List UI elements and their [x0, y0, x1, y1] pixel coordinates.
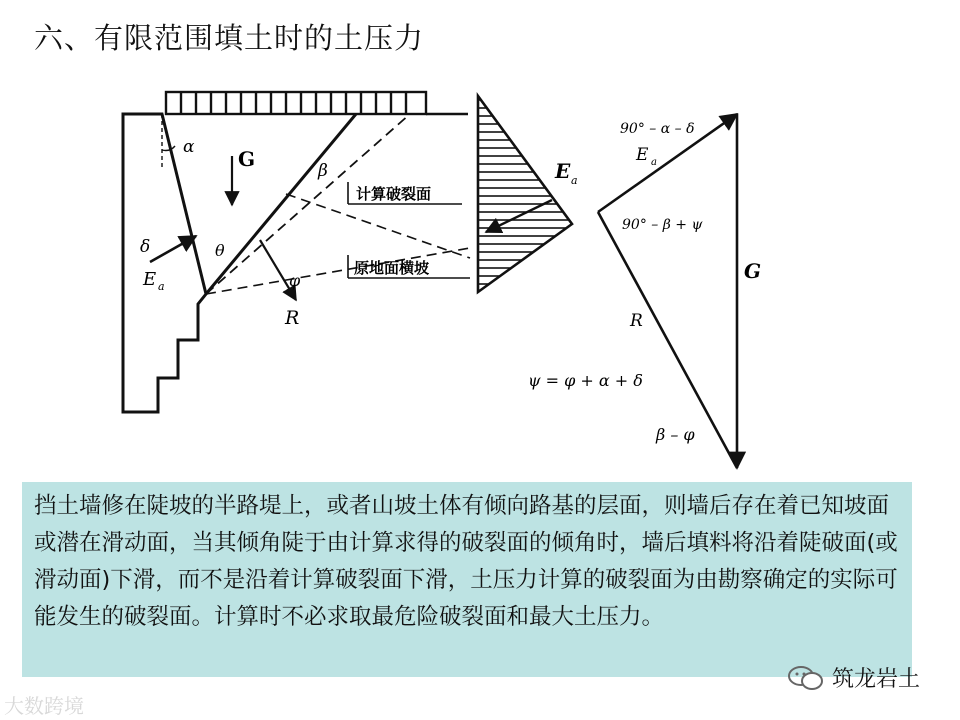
- wechat-icon: [786, 664, 826, 692]
- ground-slope-line: [206, 248, 470, 294]
- ground-slope-label: 原地面横坡: [354, 259, 430, 277]
- watermark-left: 大数跨境: [4, 694, 84, 718]
- left-angle-label: 90° – β + ψ: [622, 217, 703, 233]
- beta-label: β: [318, 161, 328, 181]
- theta-label: θ: [215, 241, 225, 260]
- bottom-angle-label: β – φ: [656, 425, 695, 444]
- psi-formula: ψ = φ + α + δ: [528, 371, 643, 390]
- g-label: G: [238, 147, 256, 171]
- slide-title: 六、有限范围填土时的土压力: [34, 21, 425, 55]
- triangle-g-label: G: [744, 259, 762, 283]
- retaining-wall: [123, 114, 206, 412]
- r-arrow: [260, 240, 296, 300]
- ea-label: E: [143, 269, 157, 290]
- calc-plane-label: 计算破裂面: [356, 185, 432, 203]
- ea-subscript: a: [158, 280, 165, 293]
- surcharge-load: [166, 92, 426, 114]
- watermark-right-label: 筑龙岩土: [832, 667, 921, 692]
- caption-box: [22, 482, 912, 677]
- r-label: R: [285, 307, 300, 329]
- force-triangle: [598, 114, 737, 468]
- delta-label: δ: [140, 237, 151, 257]
- pressure-diagram: [478, 96, 572, 292]
- caption-text: 挡土墙修在陡坡的半路堤上，或者山坡土体有倾向路基的层面，则墙后存在着已知坡面或潜在滑动面，当其倾角陡于由计算求得的破裂面的倾角时，墙后填料将沿着陡破面(或滑动面)下滑，而不是沿着计算破裂面下滑，土压力计算的破裂面为由勘察确定的实际可能发生的破裂面。计算时不必求取最危险破裂面和最大土压力。: [34, 493, 898, 630]
- steep-slope-line: [206, 114, 356, 294]
- triangle-ea-subscript: a: [651, 157, 657, 168]
- triangle-r-label: R: [630, 311, 643, 331]
- phi-label: φ: [289, 271, 301, 290]
- e0-subscript: a: [571, 174, 578, 187]
- ea-arrow: [150, 236, 196, 262]
- alpha-label: α: [183, 137, 195, 157]
- watermark-right: [786, 662, 920, 693]
- top-angle-label: 90° – α – δ: [620, 121, 695, 137]
- triangle-ea-label: E: [636, 145, 649, 165]
- e0-label: E: [555, 159, 571, 183]
